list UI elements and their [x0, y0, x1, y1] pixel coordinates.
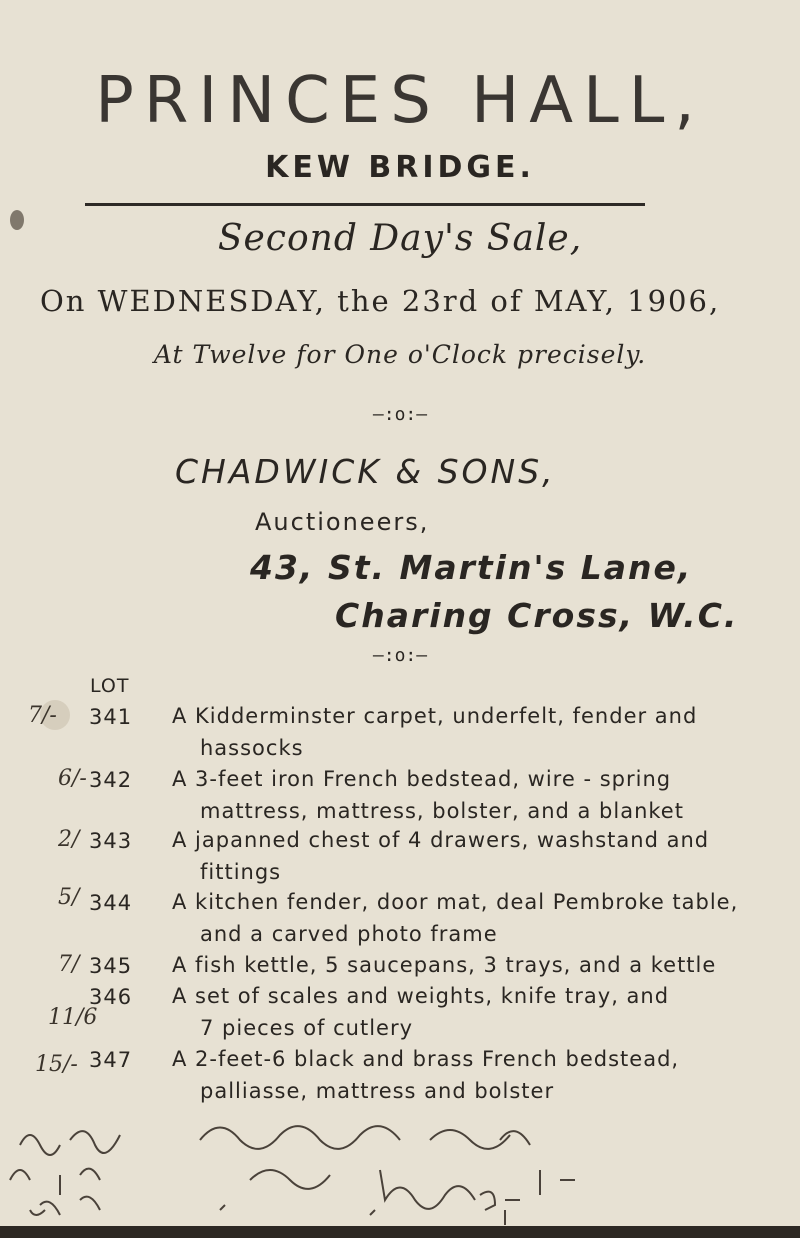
- auctioneer-firm: CHADWICK & SONS,: [175, 452, 556, 491]
- lot-line-1: A Kidderminster carpet, underfelt, fender and: [172, 704, 698, 728]
- lot-description: [172, 700, 784, 764]
- handwritten-price: 7/-: [28, 703, 57, 728]
- ornament-divider: —:o:—: [372, 404, 428, 425]
- page-edge: [0, 1226, 800, 1238]
- lot-line-1: A fish kettle, 5 saucepans, 3 trays, and a kettle: [172, 953, 717, 977]
- handwriting-stroke: [30, 1192, 520, 1225]
- lot-line-2: 7 pieces of cutlery: [200, 1016, 414, 1040]
- lot-line-1: A japanned chest of 4 drawers, washstand and: [172, 828, 710, 852]
- lot-line-1: A 3-feet iron French bedstead, wire - spring: [172, 767, 672, 791]
- lot-description: [172, 763, 784, 827]
- handwritten-price: 15/-: [35, 1052, 78, 1077]
- lot-line-2: palliasse, mattress and bolster: [200, 1079, 555, 1103]
- lot-line-2: mattress, mattress, bolster, and a blanket: [200, 799, 684, 823]
- auctioneer-role: Auctioneers,: [255, 508, 430, 536]
- venue-subtitle: KEW BRIDGE.: [265, 150, 535, 185]
- sale-time: At Twelve for One o'Clock precisely.: [153, 340, 647, 369]
- lot-number: 342: [89, 768, 133, 792]
- address-line-2: Charing Cross, W.C.: [335, 596, 739, 635]
- address-line-1: 43, St. Martin's Lane,: [250, 548, 693, 587]
- handwritten-notes: [0, 1100, 800, 1230]
- handwritten-price: 2/: [58, 827, 80, 852]
- sale-date: On WEDNESDAY, the 23rd of MAY, 1906,: [40, 284, 721, 318]
- lot-line-1: A set of scales and weights, knife tray, and: [172, 984, 670, 1008]
- handwritten-price: 5/: [58, 885, 80, 910]
- divider-rule: [85, 203, 645, 206]
- handwritten-price: 6/-: [58, 766, 87, 791]
- lot-description: [172, 824, 784, 888]
- lot-line-2: and a carved photo frame: [200, 922, 498, 946]
- ornament-divider: —:o:—: [372, 645, 428, 666]
- lot-number: 343: [89, 829, 133, 853]
- sale-title: Second Day's Sale,: [217, 218, 583, 259]
- lot-column-header: LOT: [90, 675, 130, 697]
- lot-description: [172, 1043, 784, 1107]
- lot-number: 345: [89, 954, 133, 978]
- lot-line-1: A 2-feet-6 black and brass French bedstead,: [172, 1047, 680, 1071]
- lot-description: [172, 980, 784, 1044]
- lot-number: 341: [89, 705, 133, 729]
- lot-line-2: fittings: [200, 860, 282, 884]
- lot-line-1: A kitchen fender, door mat, deal Pembroke table,: [172, 890, 739, 914]
- handwritten-price: 11/6: [48, 1005, 98, 1030]
- handwritten-price: 7/: [58, 952, 80, 977]
- lot-number: 346: [89, 985, 133, 1009]
- handwriting-stroke: [20, 1126, 530, 1155]
- lot-description: [172, 949, 784, 981]
- lot-description: [172, 886, 784, 950]
- lot-number: 347: [89, 1048, 133, 1072]
- lot-line-2: hassocks: [200, 736, 304, 760]
- page-title: PRINCES HALL,: [95, 64, 705, 138]
- lot-number: 344: [89, 891, 133, 915]
